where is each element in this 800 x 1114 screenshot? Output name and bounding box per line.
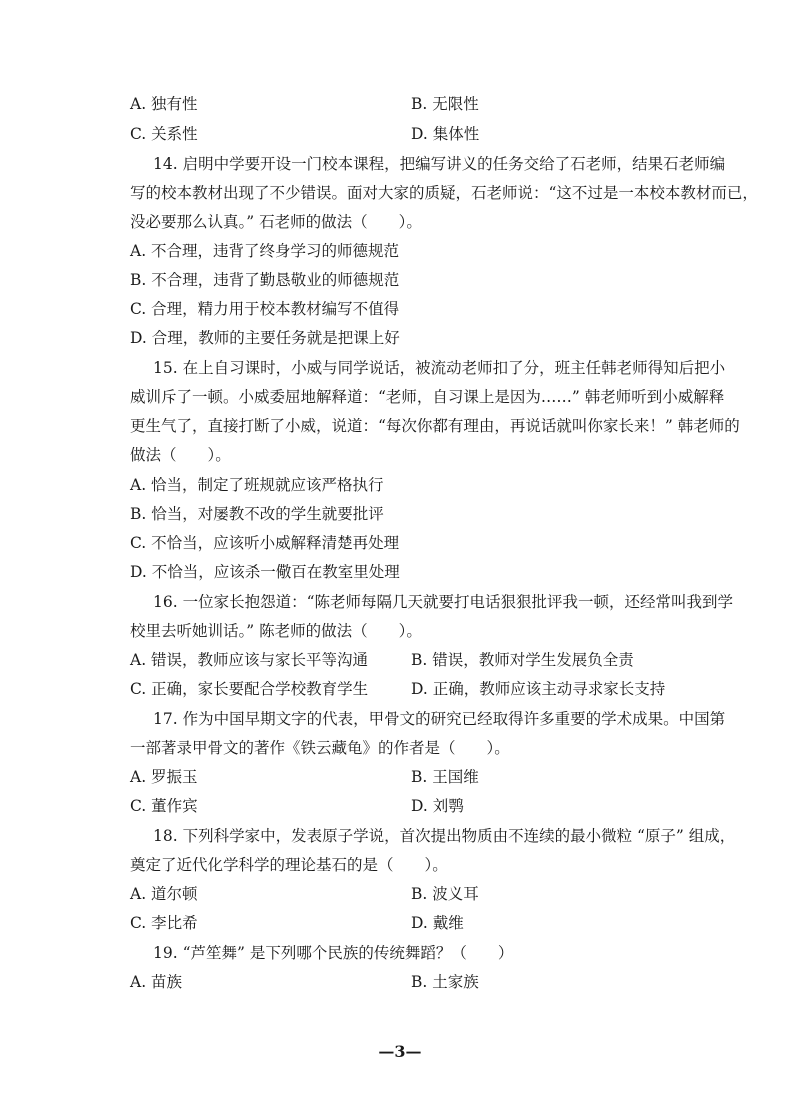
q19-option-a: A. 苗族 (130, 973, 183, 991)
q18-option-a: A. 道尔顿 (130, 885, 198, 903)
q17-option-d: D. 刘鹗 (411, 797, 464, 815)
q19-option-b: B. 土家族 (411, 973, 479, 991)
q19-stem-line-1: 19. “芦笙舞” 是下列哪个民族的传统舞蹈？（ ） (153, 944, 514, 962)
q17-stem-line-2: 一部著录甲骨文的著作《铁云藏龟》的作者是（ ）。 (130, 739, 510, 757)
q13-option-d: D. 集体性 (411, 125, 480, 143)
q16-stem-line-2: 校里去听她训话。” 陈老师的做法（ ）。 (130, 622, 422, 640)
q16-option-b: B. 错误，教师对学生发展负全责 (411, 651, 634, 669)
q16-option-d: D. 正确，教师应该主动寻求家长支持 (411, 680, 666, 698)
q18-stem-line-1: 18. 下列科学家中，发表原子学说，首次提出物质由不连续的最小微粒 “原子” 组成， (153, 827, 736, 845)
q13-option-b: B. 无限性 (411, 95, 479, 113)
q15-option-c: C. 不恰当，应该听小威解释清楚再处理 (130, 534, 400, 552)
q15-stem-line-2: 威训斥了一顿。小威委屈地解释道：“老师，自习课上是因为……” 韩老师听到小威解释 (130, 388, 725, 406)
q18-stem-line-2: 奠定了近代化学科学的理论基石的是（ ）。 (130, 856, 448, 874)
q18-option-c: C. 李比希 (130, 914, 198, 932)
q17-option-c: C. 董作宾 (130, 797, 198, 815)
q14-stem-line-2: 写的校本教材出现了不少错误。面对大家的质疑，石老师说：“这不过是一本校本教材而已， (130, 184, 758, 202)
q14-stem-line-3: 没必要那么认真。” 石老师的做法（ ）。 (130, 213, 422, 231)
q15-stem-line-1: 15. 在上自习课时，小威与同学说话，被流动老师扣了分，班主任韩老师得知后把小 (153, 359, 726, 377)
q14-stem-line-1: 14. 启明中学要开设一门校本课程，把编写讲义的任务交给了石老师，结果石老师编 (153, 155, 726, 173)
q17-option-a: A. 罗振玉 (130, 768, 198, 786)
q15-option-d: D. 不恰当，应该杀一儆百在教室里处理 (130, 563, 400, 581)
q15-stem-line-4: 做法（ ）。 (130, 446, 231, 464)
q14-option-d: D. 合理，教师的主要任务就是把课上好 (130, 329, 400, 347)
q16-stem-line-1: 16. 一位家长抱怨道：“陈老师每隔几天就要打电话狠狠批评我一顿，还经常叫我到学 (153, 593, 734, 611)
q13-option-a: A. 独有性 (130, 95, 198, 113)
q15-option-b: B. 恰当，对屡教不改的学生就要批评 (130, 505, 384, 523)
q18-option-d: D. 戴维 (411, 914, 464, 932)
q16-option-a: A. 错误，教师应该与家长平等沟通 (130, 651, 369, 669)
q14-option-a: A. 不合理，违背了终身学习的师德规范 (130, 242, 400, 260)
q17-stem-line-1: 17. 作为中国早期文字的代表，甲骨文的研究已经取得许多重要的学术成果。中国第 (153, 710, 726, 728)
page-number: —3— (378, 1042, 422, 1061)
q15-stem-line-3: 更生气了，直接打断了小威，说道：“每次你都有理由，再说话就叫你家长来！” 韩老师的 (130, 417, 740, 435)
q18-option-b: B. 波义耳 (411, 885, 479, 903)
q13-option-c: C. 关系性 (130, 125, 198, 143)
q14-option-b: B. 不合理，违背了勤恳敬业的师德规范 (130, 271, 400, 289)
q17-option-b: B. 王国维 (411, 768, 479, 786)
q15-option-a: A. 恰当，制定了班规就应该严格执行 (130, 476, 384, 494)
q14-option-c: C. 合理，精力用于校本教材编写不值得 (130, 300, 400, 318)
q16-option-c: C. 正确，家长要配合学校教育学生 (130, 680, 369, 698)
